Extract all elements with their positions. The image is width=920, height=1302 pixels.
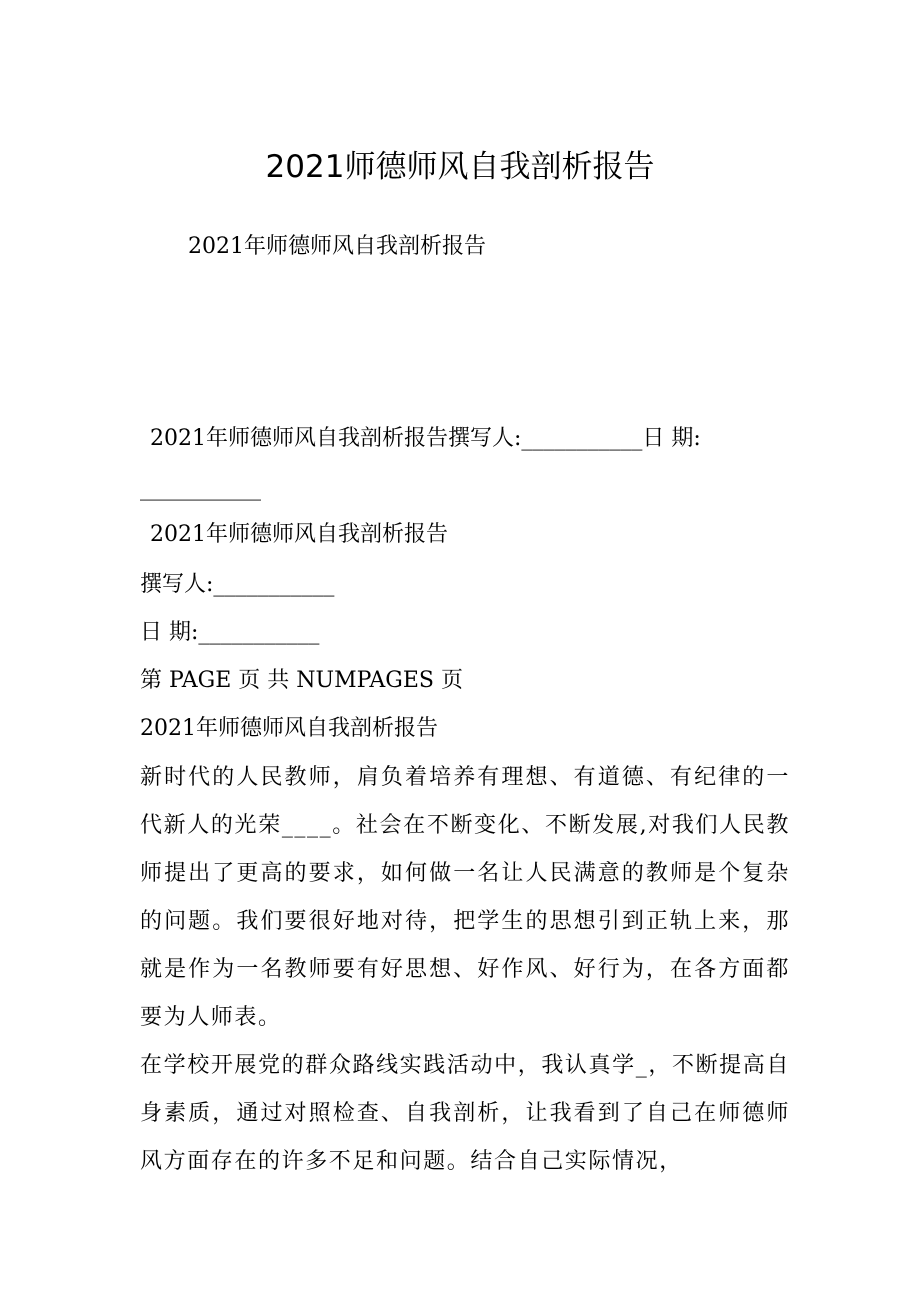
meta-line: 2021年师德师风自我剖析报告撰写人:___________日 期:: [150, 426, 701, 451]
body-title: 2021年师德师风自我剖析报告: [140, 716, 438, 741]
page-field: 第 PAGE 页 共 NUMPAGES 页: [140, 668, 463, 693]
paragraph-1: 新时代的人民教师，肩负着培养有理想、有道德、有纪律的一代新人的光荣____。社会在不断变化、不断发展,对我们人民教师提出了更高的要求，如何做一名让人民满意的教师是个复杂的问题。我们要很好地对待，把学生的思想引到正轨上来，那就是作为一名教师要有好思想、好作风、好行为，在各方面都要为人师表。: [140, 765, 790, 1030]
document-title: 2021师德师风自我剖析报告: [265, 149, 655, 185]
paragraph-2: 在学校开展党的群众路线实践活动中，我认真学_，不断提高自身素质，通过对照检查、自我剖析，让我看到了自己在师德师风方面存在的许多不足和问题。结合自己实际情况，: [140, 1053, 790, 1174]
date-line: 日 期:___________: [140, 620, 320, 645]
cover-title: 2021年师德师风自我剖析报告: [150, 522, 448, 547]
document-subtitle: 2021年师德师风自我剖析报告: [188, 234, 486, 259]
author-line: 撰写人:___________: [140, 572, 335, 597]
meta-underline: ___________: [140, 476, 261, 501]
body-text: [140, 754, 790, 1186]
